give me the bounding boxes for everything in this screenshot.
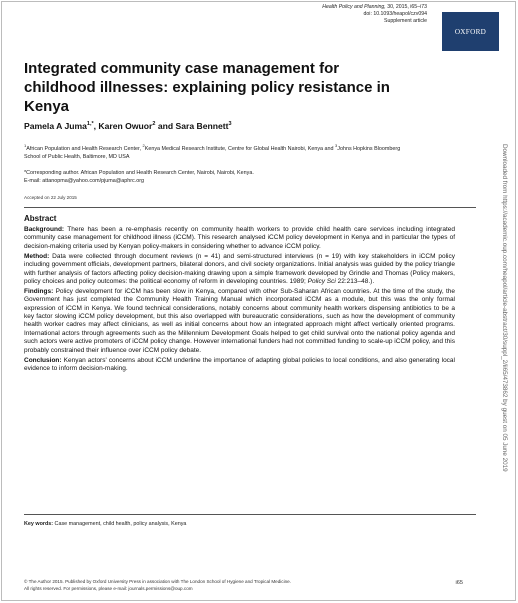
author-list [24, 121, 232, 131]
article-title: Integrated community case management for childhood illnesses: explaining policy resistance in Kenya [24, 60, 390, 115]
copyright-line: © The Author 2015. Published by Oxford University Press in association with The London School of Hygiene and Tropical Medicine. [24, 579, 291, 584]
affiliations [24, 142, 404, 161]
author-name[interactable]: Sara Bennett [175, 121, 229, 131]
author-name[interactable]: Karen Owuor [98, 121, 153, 131]
section-text: There has been a re-emphasis recently on community health workers to provide child health care services including integrated community case management for childhood illness (iCCM). This research analysed iCCM policy development in Kenya and in particular the types of decision-making criteria used by Kenyan policy-makers in considering whether to advance iCCM policy. [24, 226, 455, 250]
journal-citation: 30, 2015, i65–i73 [387, 4, 427, 10]
section-label: Background: [24, 226, 65, 233]
abstract-findings [24, 288, 455, 355]
author-affil-sup: 3 [228, 121, 232, 128]
section-text: 22:213–48.). [335, 277, 375, 285]
author-separator: and [155, 121, 176, 131]
section-text: Kenyan actors' concerns about iCCM underline the importance of adapting global policies to local conditions, and also generating local evidence to inform decision-making. [24, 356, 455, 372]
author-name[interactable]: Pamela A Juma [24, 121, 87, 131]
divider-top [24, 207, 476, 208]
oxford-logo-text: OXFORD [454, 27, 487, 36]
section-text: Data were collected through document reviews (n = 41) and semi-structured interviews (n = 19) with key stakeholders in iCCM policy including government officials, development partners, bilateral donors, and civil society organizations. Initial analysis was guided by the policy triangle with further analysis of factors affecting policy decision-making drawing upon a simple framework developed by Grindle and Thomas (Policy makers, policy choices and policy outcomes: the political economy of reform in developing countries. 1989; [24, 252, 455, 285]
section-label: Findings: [24, 287, 54, 295]
keywords [24, 521, 186, 527]
section-label: Method: [24, 252, 50, 260]
affil-sup: 3 [335, 143, 338, 148]
keywords-text: Case management, child health, policy analysis, Kenya [53, 521, 187, 527]
author-affil-sup: 2 [152, 121, 156, 128]
author-affil-sup: 1,* [86, 121, 94, 128]
corresponding-email[interactable]: E-mail: attanopma@yahoo.com/pjuma@aphrc.org [24, 178, 145, 184]
affil-sup: 2 [142, 143, 145, 148]
article-page [1, 1, 516, 601]
abstract-body [24, 226, 455, 375]
divider-bottom [24, 514, 476, 515]
author-separator: , [93, 121, 99, 131]
page-number: i65 [455, 580, 463, 586]
article-type: Supplement article [384, 18, 427, 24]
affil-sup: 1 [24, 143, 27, 148]
corresponding-address: *Corresponding author. African Population and Health Research Center, Nairobi, Nairobi, Kenya. [24, 170, 254, 176]
abstract-heading: Abstract [24, 214, 57, 223]
section-text: Policy development for iCCM has been slow in Kenya, compared with other Sub-Saharan African countries. At the time of the study, the Government has just completed the Community Health Training Manual which incorporated iCCM as a module, but this was the only formal expression of iCCM in Kenya. We found technical considerations, notably concerns about community health workers dispensing antibiotics to be a key factor slowing iCCM policy development, but this also overlapped with bureaucratic considerations, such as how the development of community health worker cadres may affect clinicians, as well as initial concerns about how an integrated approach might affect vertically oriented programs. International actors through agreements such as the Millennium Development Goals helped to get child survival onto the national policy agenda and such actors were active promoters of iCCM policy change. However international funders had not committed funding to scale-up iCCM policy, and this probably constrained their influence over iCCM policy debate. [24, 287, 455, 354]
affiliation: African Population and Health Research Center, [26, 145, 143, 152]
journal-doi: doi: 10.1093/heapol/czv094 [363, 11, 427, 17]
journal-meta [207, 4, 427, 25]
copyright-footer [24, 578, 444, 592]
section-label: Conclusion: [24, 356, 62, 364]
abstract-conclusion [24, 357, 455, 374]
affiliation: Kenya Medical Research Institute, Centre for Global Health Nairobi, Kenya and [144, 145, 336, 152]
affiliation: Johns Hopkins Bloomberg School of Public Health, Baltimore, MD USA [24, 145, 401, 160]
abstract-method [24, 253, 455, 287]
oxford-logo [442, 12, 499, 51]
abstract-background [24, 226, 455, 251]
journal-name: Health Policy and Planning, [322, 4, 386, 10]
permissions-line[interactable]: All rights reserved. For permissions, please e-mail: journals.permissions@oup.com [24, 586, 193, 591]
download-notice[interactable]: Downloaded from https://academic.oup.com/heapol/article-abstract/30/suppl_2/ii65/473862 by guest on 05 June 2019 [501, 144, 508, 472]
accepted-date: Accepted on 22 July 2015 [24, 195, 77, 200]
keywords-label: Key words: [24, 521, 54, 527]
corresponding-author [24, 169, 404, 185]
citation-journal: Policy Sci [307, 277, 336, 285]
